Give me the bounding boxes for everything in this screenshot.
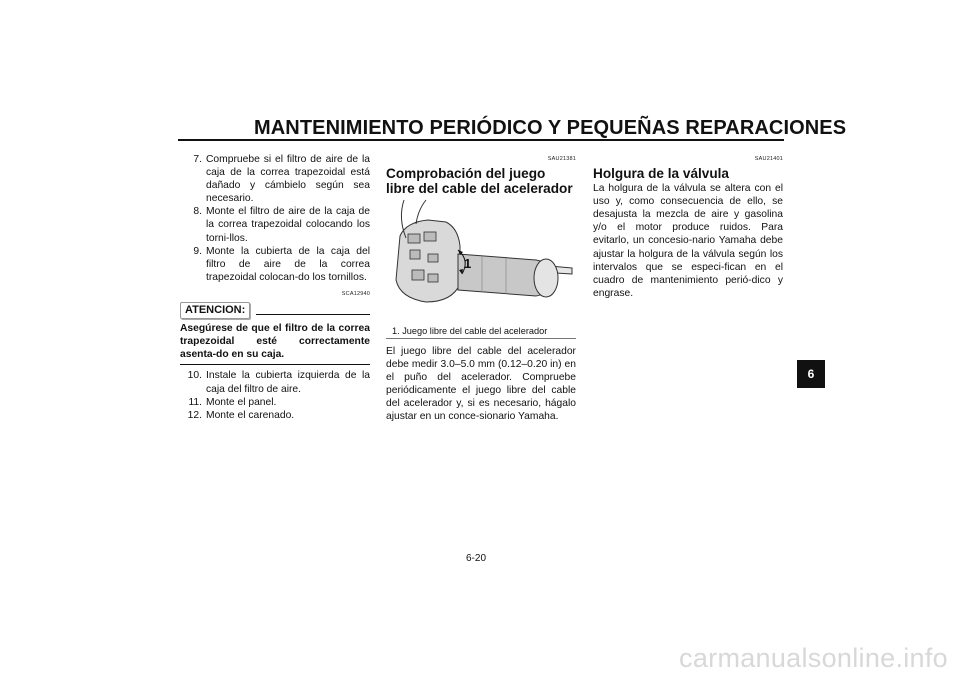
step-item — [180, 205, 370, 244]
caption-rule — [386, 338, 576, 339]
left-column — [180, 153, 370, 422]
section-heading-valve: Holgura de la válvula — [593, 166, 729, 182]
valve-body-text: La holgura de la válvula se altera con el uso y, como consecuencia de ello, se desajusta la mezcla de aire y gasolina y/o el motor produce ruidos. Para evitarlo, un concesio-nario Yamaha debe ajustar la holgura de la válvula según los intervalos que se especi-fican en el cuadro de mantenimiento perió-dico y engrase. — [593, 183, 783, 299]
step-text: Monte la cubierta de la caja del filtro de aire de la correa trapezoidal colocan-do los tornillos. — [206, 245, 370, 283]
steps-list-a — [180, 153, 370, 284]
page-title: MANTENIMIENTO PERIÓDICO Y PEQUEÑAS REPARACIONES — [254, 117, 847, 139]
step-number: 9. — [193, 245, 202, 257]
throttle-body-text: El juego libre del cable del acelerador debe medir 3.0–5.0 mm (0.12–0.20 in) en el puño del acelerador. Compruebe periódicamente el juego libre del cable del acelerador y, si es necesario, hágalo ajustar en un conce-sionario Yamaha. — [386, 346, 576, 423]
section-code-valve: SAU21401 — [754, 156, 783, 162]
figure-caption: 1. Juego libre del cable del acelerador — [392, 326, 548, 336]
step-item — [180, 396, 370, 409]
caution-header — [180, 302, 370, 319]
right-column — [593, 153, 783, 300]
caution-label: ATENCION: — [180, 302, 250, 319]
caution-text: Asegúrese de que el filtro de la correa trapezoidal esté correctamente asenta-do en su caja. — [180, 322, 370, 365]
caution-code: SCA12940 — [341, 290, 370, 297]
step-item — [180, 245, 370, 284]
step-item — [180, 153, 370, 205]
step-number: 10. — [187, 370, 202, 382]
chapter-tab: 6 — [797, 360, 825, 388]
caution-rule — [256, 314, 370, 316]
section-code: SAU21381 — [547, 156, 576, 162]
header-rule — [178, 139, 784, 141]
step-number: 12. — [187, 409, 202, 421]
section-heading-throttle: Comprobación del juego libre del cable del acelerador — [386, 166, 573, 197]
step-item — [180, 369, 370, 395]
step-text: Compruebe si el filtro de aire de la caja de la correa trapezoidal está dañado y cámbielo según sea necesario. — [206, 154, 370, 205]
step-number: 8. — [193, 206, 202, 218]
figure-callout-1: 1 — [464, 256, 472, 271]
watermark: carmanualsonline.info — [679, 643, 948, 673]
step-text: Monte el carenado. — [206, 409, 295, 421]
step-number: 7. — [193, 154, 202, 165]
page-number: 6-20 — [466, 553, 487, 564]
step-text: Monte el panel. — [206, 396, 277, 408]
step-item — [180, 409, 370, 422]
step-number: 11. — [188, 396, 202, 408]
throttle-grip-illustration — [386, 198, 576, 318]
middle-column — [386, 153, 576, 196]
step-text: Instale la cubierta izquierda de la caja del filtro de aire. — [206, 370, 370, 395]
steps-list-b — [180, 369, 370, 421]
step-text: Monte el filtro de aire de la caja de la correa trapezoidal colocando los torni-llos. — [206, 206, 370, 244]
